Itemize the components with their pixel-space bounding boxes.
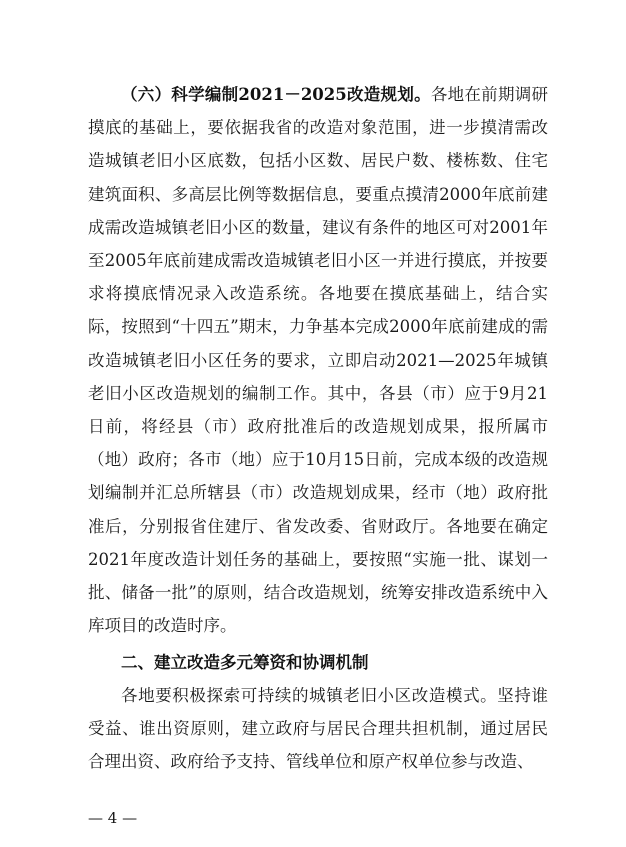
section-paragraph-2: 各地要积极探索可持续的城镇老旧小区改造模式。坚持谁受益、谁出资原则，建立政府与居民合理共担机制，通过居民合理出资、政府给予支持、管线单位和原产权单位参与改造、 [88, 686, 548, 772]
section-heading-2: 二、建立改造多元筹资和协调机制 [121, 653, 369, 672]
section-lead-title: （六）科学编制2021－2025改造规划。 [121, 85, 431, 104]
section-paragraph-6 [88, 78, 548, 642]
section-body-text: 各地在前期调研摸底的基础上，要依据我省的改造对象范围，进一步摸清需改造城镇老旧小区底数，包括小区数、居民户数、楼栋数、住宅建筑面积、多高层比例等数据信息，要重点摸清2000年底前建成需改造城镇老旧小区的数量，建议有条件的地区可对2001年至2005年底前建成需改造城镇老旧小区一并进行摸底，并按要求将摸底情况录入改造系统。各地要在摸底基础上，结合实际，按照到“十四五”期末，力争基本完成2000年底前建成的需改造城镇老旧小区任务的要求，立即启动2021—2025年城镇老旧小区改造规划的编制工作。其中，各县（市）应于9月21日前，将经县（市）政府批准后的改造规划成果，报所属市（地）政府；各市（地）应于10月15日前，完成本级的改造规划编制并汇总所辖县（市）改造规划成果，经市（地）政府批准后，分别报省住建厅、省发改委、省财政厅。各地要在确定2021年度改造计划任务的基础上，要按照“实施一批、谋划一批、储备一批”的原则，结合改造规划，统筹安排改造系统中入库项目的改造时序。 [88, 85, 548, 636]
page-number: — 4 — [88, 809, 138, 827]
